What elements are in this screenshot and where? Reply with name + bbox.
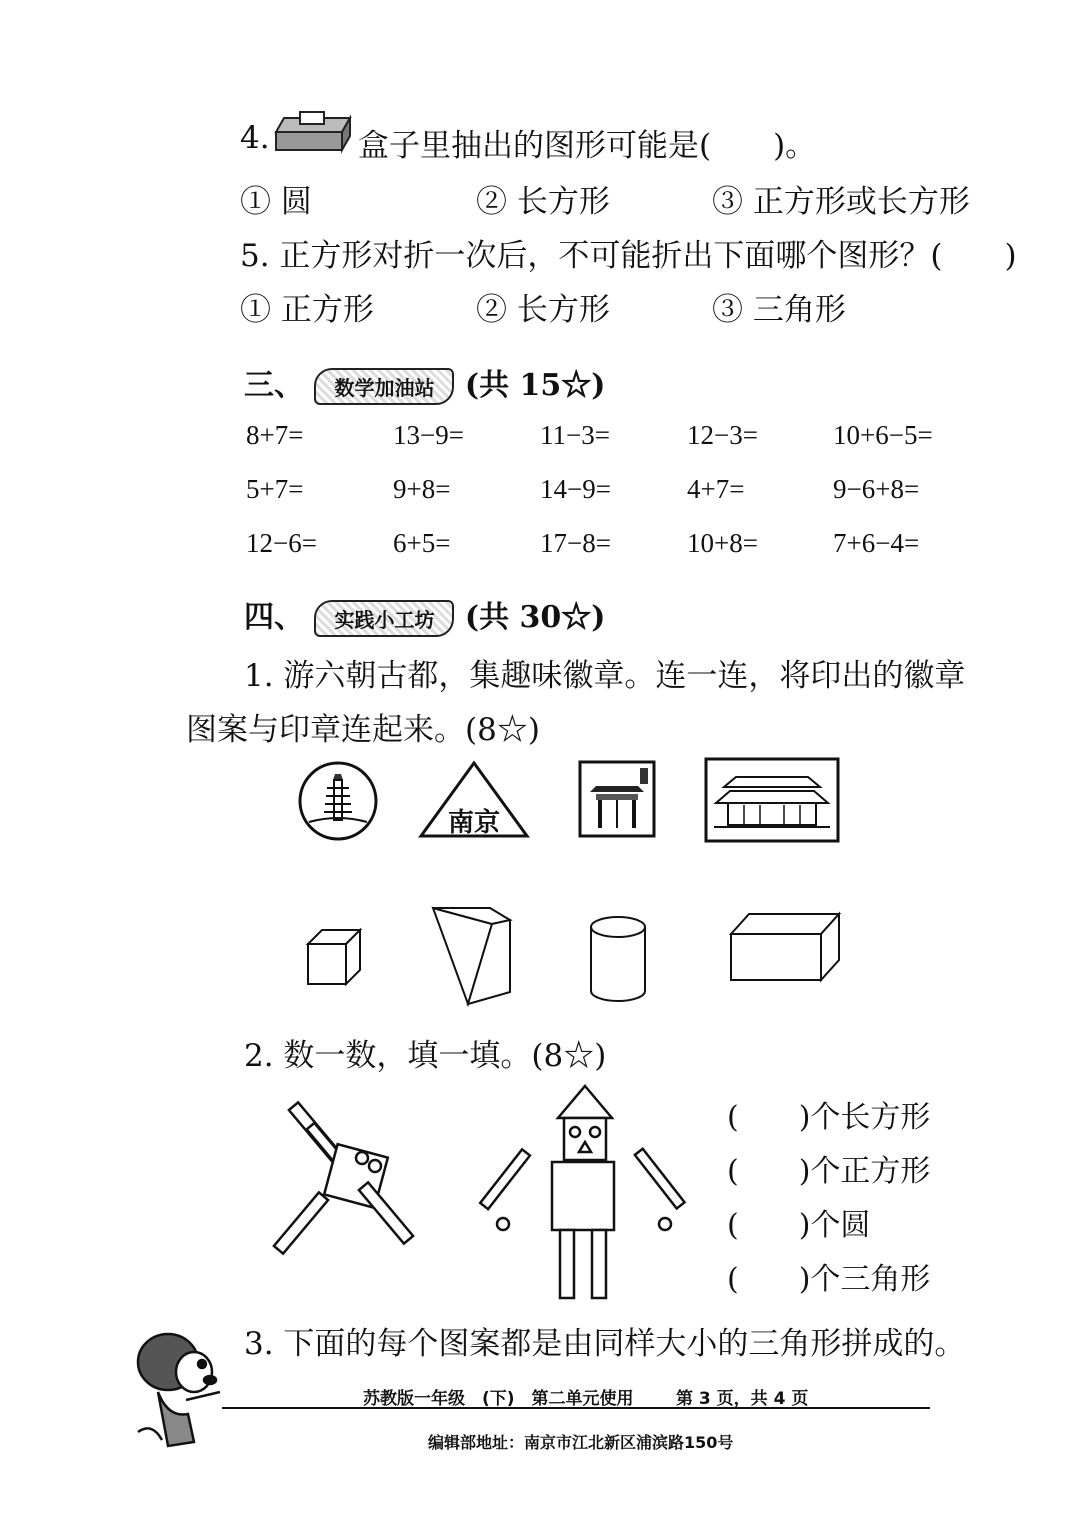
section-3-banner: 数学加油站: [314, 368, 454, 405]
calc-item: 13−9=: [393, 420, 464, 450]
section-4-score: (共 30☆): [464, 600, 606, 635]
badge-nanjing-text: 南京: [447, 808, 500, 838]
q5-text: 5. 正方形对折一次后，不可能折出下面哪个图形？( ): [240, 238, 1017, 274]
blank-triangles[interactable]: ( )个三角形: [727, 1262, 931, 1297]
q4-text: 盒子里抽出的图形可能是( )。: [358, 128, 817, 164]
footer-address: 编辑部地址：南京市江北新区浦滨路150号: [428, 1433, 734, 1452]
cuboid-stamp-icon: [729, 912, 841, 982]
q4-number: 4.: [240, 120, 270, 156]
calc-item: 14−9=: [540, 474, 611, 504]
calc-item: 8+7=: [246, 420, 304, 450]
calc-item: 10+6−5=: [833, 420, 933, 450]
calc-item: 9+8=: [393, 474, 451, 504]
footer-divider: [222, 1407, 930, 1409]
box-icon: [272, 110, 352, 155]
q4-option-1: ① 圆: [240, 184, 312, 220]
calc-item: 4+7=: [687, 474, 745, 504]
q5-option-3: ③ 三角形: [712, 292, 846, 328]
section-4-prefix: 四、: [244, 600, 304, 635]
calc-item: 5+7=: [246, 474, 304, 504]
triangular-prism-stamp-icon: [430, 904, 514, 1006]
calc-item: 10+8=: [687, 528, 758, 558]
archway-badge-icon: [578, 760, 656, 838]
palace-badge-icon: [704, 757, 840, 843]
pagoda-badge-icon: [297, 760, 379, 842]
calc-item: 9−6+8=: [833, 474, 920, 504]
p3-title: 3. 下面的每个图案都是由同样大小的三角形拼成的。: [244, 1326, 966, 1362]
calc-item: 12−6=: [246, 528, 317, 558]
p1-line2: 图案与印章连起来。(8☆): [186, 712, 540, 748]
calc-item: 11−3=: [540, 420, 610, 450]
stick-figure-icon: [270, 1108, 430, 1268]
section-3-score: (共 15☆): [464, 368, 606, 403]
footer-edition: 苏教版一年级 (下) 第二单元使用: [363, 1389, 634, 1409]
blank-circles[interactable]: ( )个圆: [727, 1208, 871, 1243]
puppy-mascot-icon: [128, 1322, 228, 1452]
footer-page: 第 3 页，共 4 页: [676, 1389, 809, 1409]
blank-rectangles[interactable]: ( )个长方形: [727, 1100, 931, 1135]
calc-item: 7+6−4=: [833, 528, 920, 558]
q4-option-2: ② 长方形: [476, 184, 610, 220]
section-3-heading: [244, 360, 606, 405]
section-4-banner: 实践小工坊: [314, 600, 454, 637]
robot-figure-icon: [490, 1084, 680, 1300]
section-3-prefix: 三、: [244, 368, 304, 403]
calc-item: 6+5=: [393, 528, 451, 558]
calc-item: 17−8=: [540, 528, 611, 558]
cube-stamp-icon: [306, 928, 362, 986]
p2-title: 2. 数一数，填一填。(8☆): [244, 1038, 607, 1074]
q4-option-3: ③ 正方形或长方形: [712, 184, 970, 220]
calc-item: 12−3=: [687, 420, 758, 450]
q5-option-2: ② 长方形: [476, 292, 610, 328]
blank-squares[interactable]: ( )个正方形: [727, 1154, 931, 1189]
section-4-heading: [244, 592, 606, 637]
cylinder-stamp-icon: [589, 915, 647, 1005]
q5-option-1: ① 正方形: [240, 292, 374, 328]
p1-line1: 1. 游六朝古都，集趣味徽章。连一连，将印出的徽章: [244, 658, 966, 694]
